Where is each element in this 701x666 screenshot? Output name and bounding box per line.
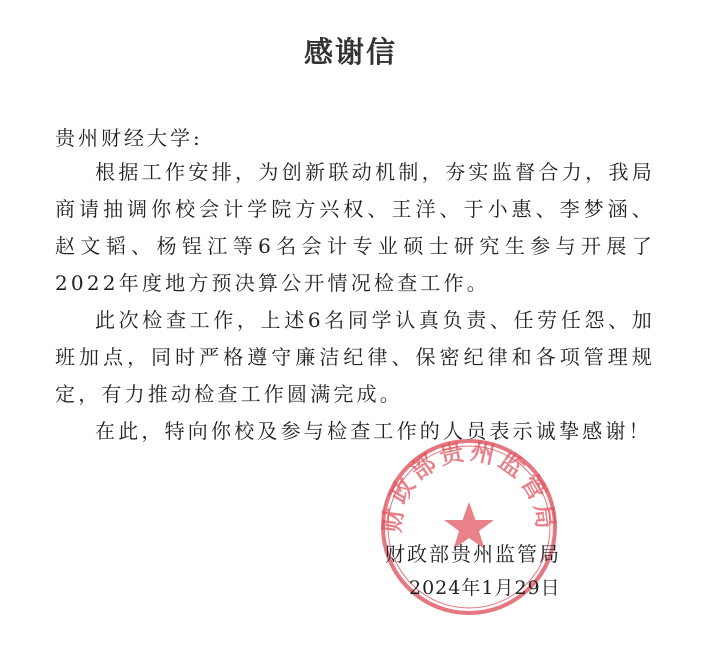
signature-organization: 财政部贵州监管局 xyxy=(385,542,561,566)
signature-date: 2024年1月29日 xyxy=(409,577,561,599)
letter-title: 感谢信 xyxy=(303,35,397,69)
letter-body xyxy=(55,154,655,450)
seal-text: 财政部贵州监管局 xyxy=(378,437,560,535)
body-paragraph: 在此，特向你校及参与检查工作的人员表示诚挚感谢！ xyxy=(95,419,652,443)
letter-salutation: 贵州财经大学: xyxy=(55,126,203,150)
body-paragraph: 此次检查工作，上述6名同学认真负责、任劳任怨、加班加点，同时严格遵守廉洁纪律、保密纪律和各项管理规定，有力推动检查工作圆满完成。 xyxy=(55,308,655,406)
body-paragraph: 根据工作安排，为创新联动机制，夯实监督合力，我局商请抽调你校会计学院方兴权、王洋、于小惠、李梦涵、赵文韬、杨锃江等6名会计专业硕士研究生参与开展了2022年度地方预决算公开情况检查工作。 xyxy=(55,160,655,295)
